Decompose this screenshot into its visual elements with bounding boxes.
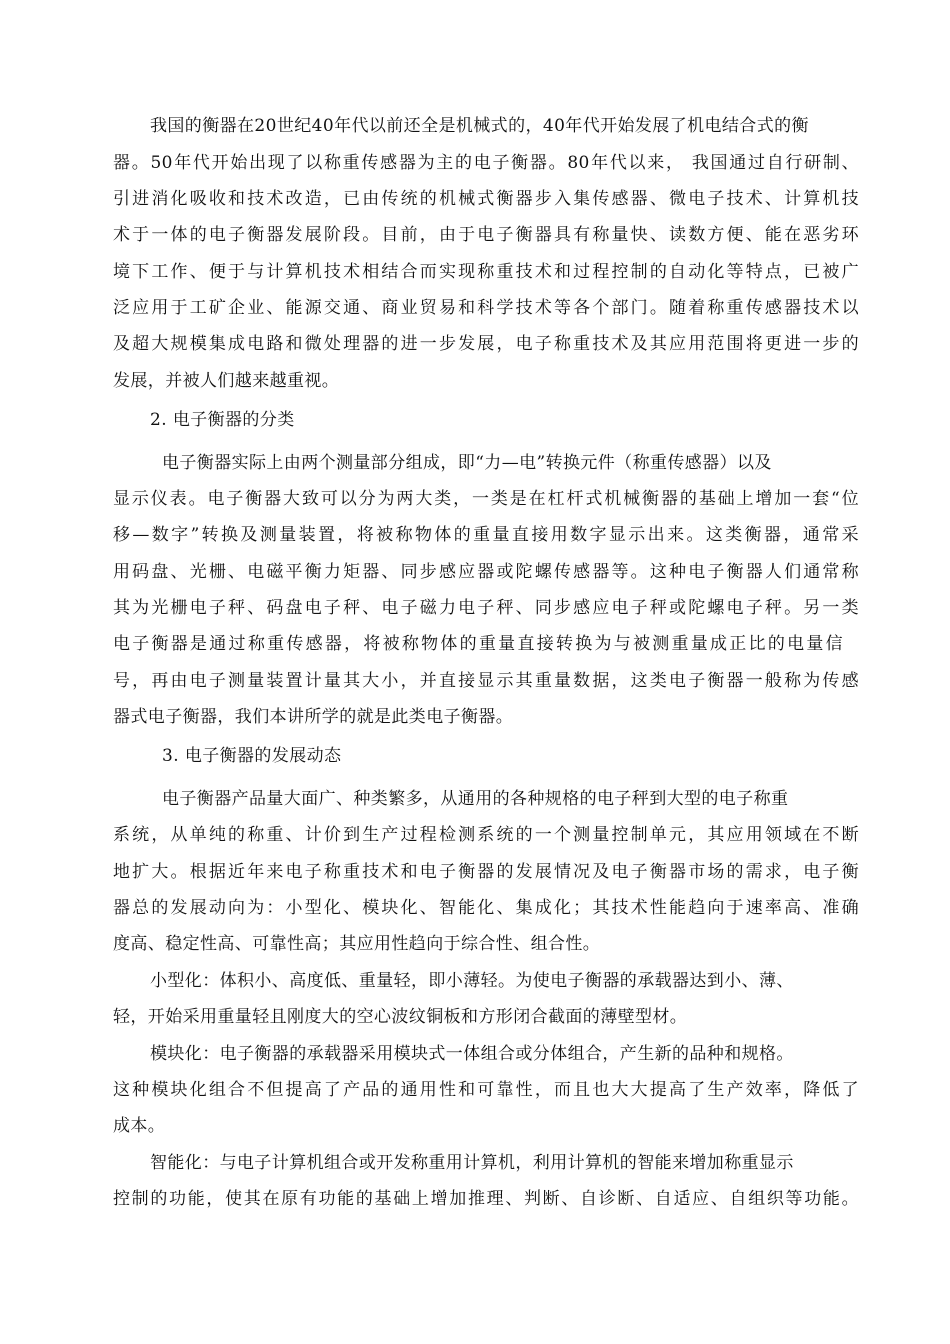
paragraph-line: 境下工作、便于与计算机技术相结合而实现称重技术和过程控制的自动化等特点，已被广 bbox=[113, 262, 859, 282]
paragraph-line: 成本。 bbox=[113, 1116, 166, 1136]
paragraph-line: 模块化：电子衡器的承载器采用模块式一体组合或分体组合，产生新的品种和规格。 bbox=[150, 1044, 794, 1064]
paragraph-line: 电子衡器是通过称重传感器，将被称物体的重量直接转换为与被测重量成正比的电量信 bbox=[113, 634, 843, 654]
paragraph-line: 控制的功能，使其在原有功能的基础上增加推理、判断、自诊断、自适应、自组织等功能。 bbox=[113, 1189, 859, 1209]
paragraph-line: 其为光栅电子秤、码盘电子秤、电子磁力电子秤、同步感应电子秤或陀螺电子秤。另一类 bbox=[113, 598, 859, 618]
paragraph-line: 小型化：体积小、高度低、重量轻，即小薄轻。为使电子衡器的承载器达到小、薄、 bbox=[150, 971, 794, 991]
paragraph-line: 用码盘、光栅、电磁平衡力矩器、同步感应器或陀螺传感器等。这种电子衡器人们通常称 bbox=[113, 562, 859, 582]
paragraph-line: 这种模块化组合不但提高了产品的通用性和可靠性，而且也大大提高了生产效率，降低了 bbox=[113, 1080, 859, 1100]
paragraph-line: 术于一体的电子衡器发展阶段。目前，由于电子衡器具有称量快、读数方便、能在恶劣环 bbox=[113, 225, 859, 245]
paragraph-line: 电子衡器实际上由两个测量部分组成，即“力—电”转换元件（称重传感器）以及 bbox=[162, 453, 772, 473]
paragraph-line: 系统，从单纯的称重、计价到生产过程检测系统的一个测量控制单元，其应用领域在不断 bbox=[113, 825, 859, 845]
paragraph-line: 地扩大。根据近年来电子称重技术和电子衡器的发展情况及电子衡器市场的需求，电子衡 bbox=[113, 862, 859, 882]
section-heading: 3. 电子衡器的发展动态 bbox=[162, 746, 342, 766]
section-heading: 2. 电子衡器的分类 bbox=[150, 410, 295, 430]
paragraph-line: 号，再由电子测量装置计量其大小，并直接显示其重量数据，这类电子衡器一般称为传感 bbox=[113, 671, 859, 691]
paragraph-line: 度高、稳定性高、可靠性高；其应用性趋向于综合性、组合性。 bbox=[113, 934, 601, 954]
paragraph-line: 显示仪表。电子衡器大致可以分为两大类，一类是在杠杆式机械衡器的基础上增加一套“位 bbox=[113, 489, 859, 509]
paragraph-line: 移—数字”转换及测量装置，将被称物体的重量直接用数字显示出来。这类衡器，通常采 bbox=[113, 525, 859, 545]
paragraph-line: 器总的发展动向为：小型化、模块化、智能化、集成化；其技术性能趋向于速率高、准确 bbox=[113, 898, 859, 918]
paragraph-line: 轻，开始采用重量轻且刚度大的空心波纹铜板和方形闭合截面的薄壁型材。 bbox=[113, 1007, 688, 1027]
paragraph-line: 器式电子衡器，我们本讲所学的就是此类电子衡器。 bbox=[113, 707, 514, 727]
paragraph-line: 器。50年代开始出现了以称重传感器为主的电子衡器。80年代以来， 我国通过自行研制、 bbox=[113, 153, 859, 173]
paragraph-line: 及超大规模集成电路和微处理器的进一步发展，电子称重技术及其应用范围将更进一步的 bbox=[113, 334, 859, 354]
paragraph-line: 引进消化吸收和技术改造，已由传统的机械式衡器步入集传感器、微电子技术、计算机技 bbox=[113, 189, 859, 209]
paragraph-line: 泛应用于工矿企业、能源交通、商业贸易和科学技术等各个部门。随着称重传感器技术以 bbox=[113, 298, 859, 318]
paragraph-line: 我国的衡器在20世纪40年代以前还全是机械式的，40年代开始发展了机电结合式的衡 bbox=[150, 116, 809, 136]
paragraph-line: 发展，并被人们越来越重视。 bbox=[113, 371, 340, 391]
paragraph-line: 电子衡器产品量大面广、种类繁多，从通用的各种规格的电子秤到大型的电子称重 bbox=[162, 789, 789, 809]
paragraph-line: 智能化：与电子计算机组合或开发称重用计算机，利用计算机的智能来增加称重显示 bbox=[150, 1153, 794, 1173]
